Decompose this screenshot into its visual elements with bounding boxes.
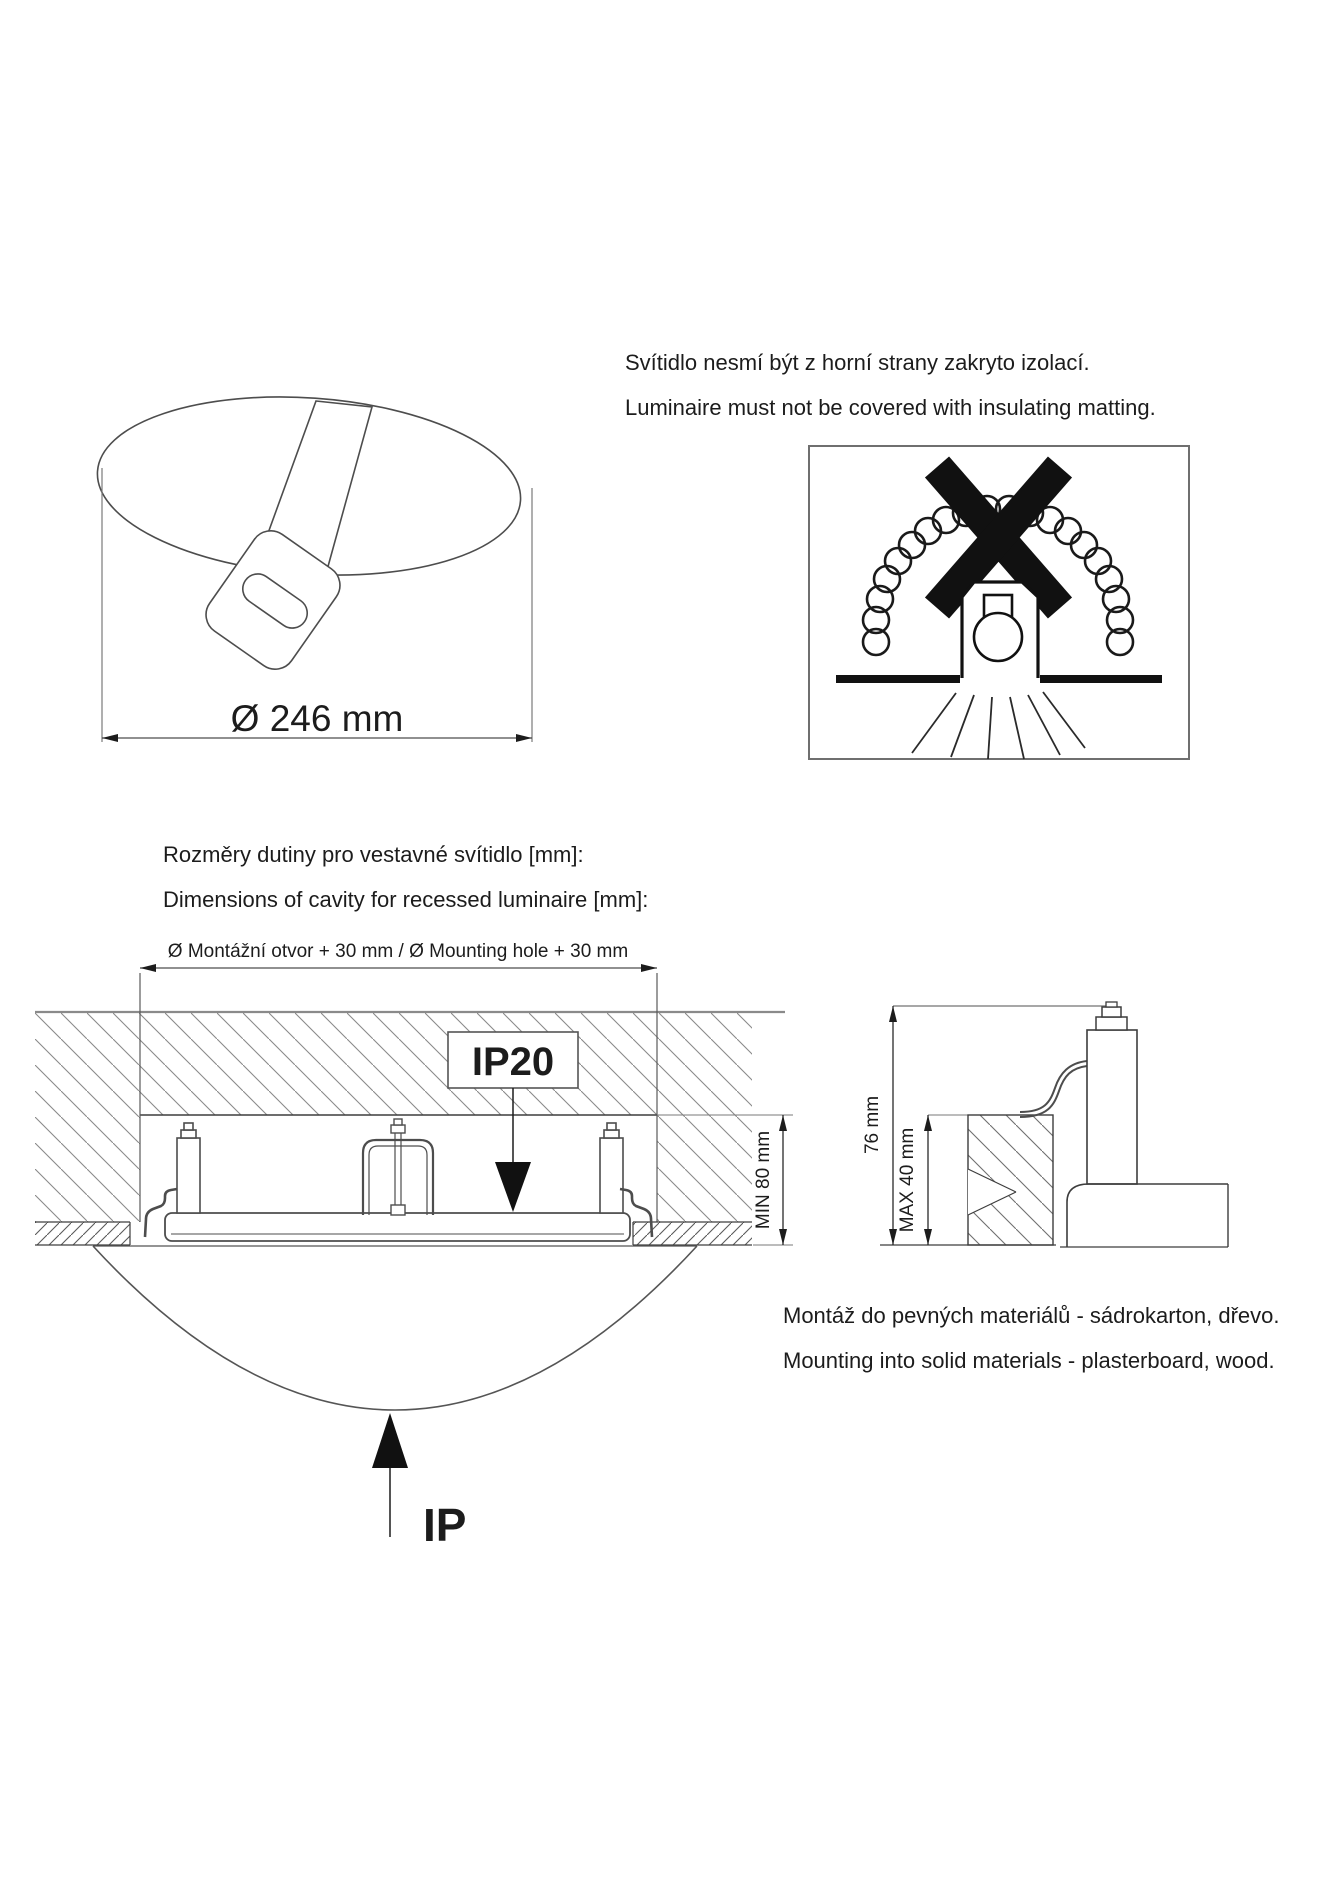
ip-callout — [372, 1413, 466, 1551]
warning-line-en: Luminaire must not be covered with insulating matting. — [625, 395, 1156, 420]
ip-arrow — [372, 1413, 408, 1468]
mounting-note-cz: Montáž do pevných materiálů - sádrokarton, dřevo. — [783, 1303, 1280, 1328]
height-label: 76 mm — [862, 1095, 883, 1155]
fixture-diameter-drawing — [60, 295, 550, 760]
diameter-dimension — [102, 698, 532, 742]
ip-label: IP — [423, 1499, 467, 1551]
cavity-title-cz: Rozměry dutiny pro vestavné svítidlo [mm]: — [163, 842, 584, 867]
mounting-note-text — [783, 1293, 1279, 1383]
spring-clip — [1020, 1061, 1087, 1117]
mounting-note-en: Mounting into solid materials - plasterboard, wood. — [783, 1348, 1275, 1373]
ip20-badge: IP20 — [471, 1040, 555, 1084]
cavity-title-en: Dimensions of cavity for recessed luminaire [mm]: — [163, 887, 649, 912]
warning-line-cz: Svítidlo nesmí být z horní strany zakryto izolací. — [625, 350, 1090, 375]
overall-height-dimension — [862, 1006, 897, 1245]
dimension-arrow-right — [516, 734, 532, 742]
mounting-stud-right — [600, 1123, 623, 1213]
recessed-mounting-cross-section — [35, 935, 805, 1560]
bulb-icon — [974, 613, 1022, 661]
base-plate — [165, 1213, 630, 1241]
diameter-value: Ø 246 mm — [230, 698, 404, 739]
min-depth-label: MIN 80 mm — [753, 1130, 774, 1230]
dimension-arrow-left — [102, 734, 118, 742]
mounting-stud-left — [177, 1123, 200, 1213]
max-thickness-label: MAX 40 mm — [897, 1127, 918, 1233]
mounting-hole-dimension — [140, 941, 657, 972]
insulation-warning-text — [625, 340, 1156, 430]
max-thickness-dimension — [897, 1115, 932, 1245]
no-insulation-pictogram — [808, 445, 1190, 760]
side-mounting-detail — [860, 995, 1235, 1260]
cavity-section-title — [163, 832, 648, 922]
mounting-material-block — [968, 1115, 1053, 1245]
nut — [1096, 1017, 1127, 1030]
threaded-post — [1087, 1002, 1137, 1184]
luminaire-base-edge — [1060, 1184, 1228, 1247]
glass-dome — [93, 1246, 697, 1410]
mounting-hole-label: Ø Montážní otvor + 30 mm / Ø Mounting hole + 30 mm — [167, 941, 629, 962]
